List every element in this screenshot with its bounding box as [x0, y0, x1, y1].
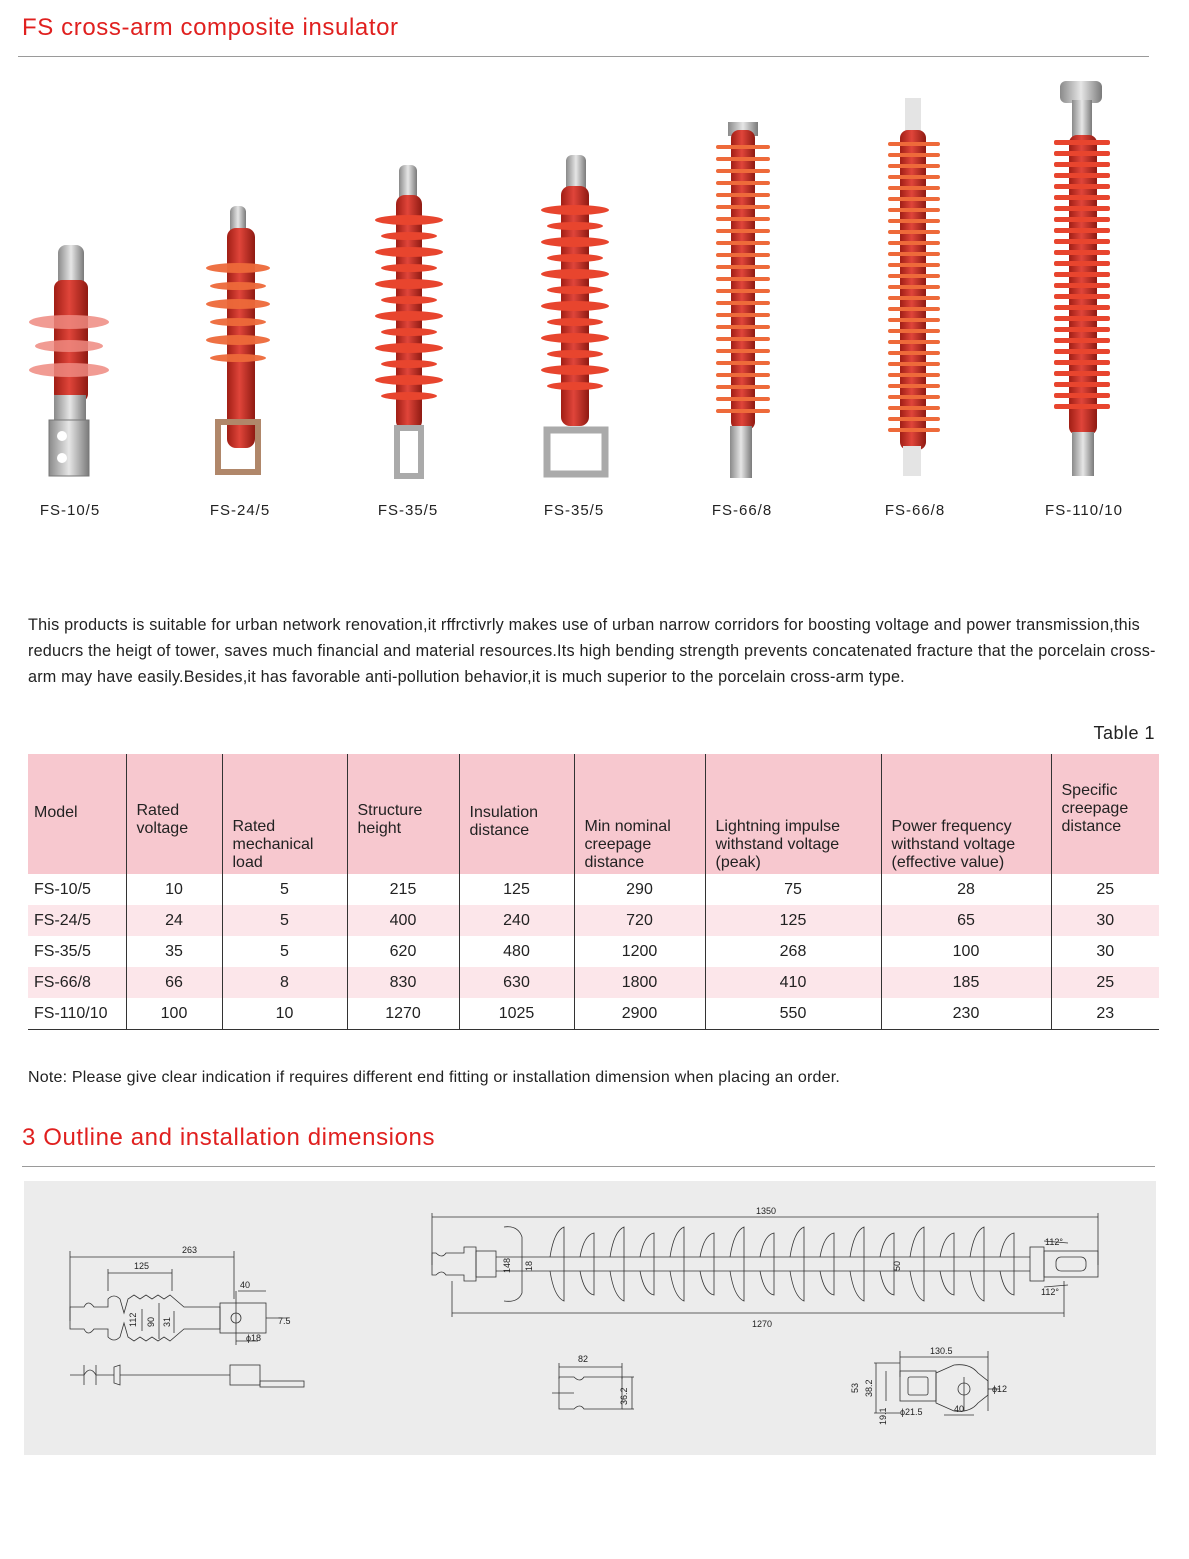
- table-header-row: [28, 754, 1159, 874]
- header-lightning: Lightning impulse withstand voltage (peak): [705, 754, 881, 874]
- cell: 125: [459, 874, 574, 905]
- order-note: Note: Please give clear indication if requires different end fitting or installation dimension when placing an order.: [28, 1069, 841, 1086]
- dim-1350: 1350: [756, 1206, 777, 1216]
- cell: 268: [705, 936, 881, 967]
- end-fitting-drawing-2: [874, 1351, 1000, 1415]
- insulator-fs-35-5b-image: [541, 155, 609, 474]
- dim-40: 40: [240, 1280, 251, 1290]
- cell: 8: [222, 967, 347, 998]
- cell: 400: [347, 905, 459, 936]
- cell: 230: [881, 998, 1051, 1030]
- insulator-fs-66-8b-image: [888, 98, 940, 476]
- insulator-photos: [0, 70, 1189, 490]
- spec-table: [28, 754, 1159, 1030]
- cell: 720: [574, 905, 705, 936]
- cell: FS-110/10: [34, 1004, 108, 1022]
- table-row: [28, 905, 1159, 936]
- cell: 620: [347, 936, 459, 967]
- cell: 100: [881, 936, 1051, 967]
- product-description: This products is suitable for urban network renovation,it rffrctivrly makes use of urban narrow corridors for boosting voltage and power transmission,this reducrs the heigt of tower, saves much financial and material resources.Its high bending strength prevents concatenated fracture that the porcelain cross-arm may have easily.Besides,it has favorable anti-pollution behavior,it is much superior to the porcelain cross-arm type.: [28, 616, 1156, 686]
- cell: 65: [881, 905, 1051, 936]
- dim-phi-21-5: ϕ21.5: [900, 1407, 923, 1417]
- model-label-3: FS-35/5: [377, 502, 439, 519]
- header-model: Model: [28, 754, 126, 874]
- cell: 100: [126, 998, 222, 1030]
- table-row: [28, 936, 1159, 967]
- cell: 1270: [347, 998, 459, 1030]
- model-label-6: FS-66/8: [884, 502, 946, 519]
- cell: 2900: [574, 998, 705, 1030]
- cell: 215: [347, 874, 459, 905]
- cell: 630: [459, 967, 574, 998]
- dim-40-end: 40: [954, 1404, 965, 1414]
- insulator-fs-110-10-image: [1054, 81, 1110, 476]
- cell: 1200: [574, 936, 705, 967]
- section-3-title: 3 Outline and installation dimensions: [22, 1124, 436, 1151]
- cell: 185: [881, 967, 1051, 998]
- table-row: [28, 998, 1159, 1030]
- dim-148: 148: [502, 1257, 512, 1273]
- dim-112: 112: [128, 1312, 138, 1327]
- insulator-fs-35-5-image: [375, 165, 443, 476]
- model-label-5: FS-66/8: [711, 502, 773, 519]
- header-rated-load: Rated mechanical load: [222, 754, 347, 874]
- cell: 66: [126, 967, 222, 998]
- dim-7-5: 7.5: [278, 1316, 291, 1326]
- cell: 30: [1051, 936, 1159, 967]
- dim-phi-18: ϕ18: [246, 1333, 262, 1343]
- cell: FS-35/5: [34, 942, 91, 960]
- model-label-2: FS-24/5: [209, 502, 271, 519]
- header-rated-voltage: Rated voltage: [126, 754, 222, 874]
- cell: 290: [574, 874, 705, 905]
- cell: 75: [705, 874, 881, 905]
- header-power-frequency: Power frequency withstand voltage (effective value): [881, 754, 1051, 874]
- dim-1270: 1270: [752, 1319, 773, 1329]
- cell: 410: [705, 967, 881, 998]
- model-label-4: FS-35/5: [543, 502, 605, 519]
- cell: 23: [1051, 998, 1159, 1030]
- dim-36-2: 36.2: [619, 1387, 629, 1405]
- insulator-fs-10-5-image: [29, 245, 109, 476]
- dim-phi-12: ϕ12: [992, 1384, 1008, 1394]
- cell: 5: [222, 874, 347, 905]
- dimension-drawings: [24, 1181, 1156, 1455]
- dim-18: 18: [524, 1260, 534, 1271]
- cell: 1800: [574, 967, 705, 998]
- dim-50: 50: [892, 1260, 902, 1271]
- header-specific-creepage: Specific creepage distance: [1051, 754, 1159, 874]
- large-insulator-sheds: [550, 1227, 1014, 1301]
- dim-130-5: 130.5: [930, 1346, 953, 1356]
- page-title: FS cross-arm composite insulator: [22, 14, 399, 41]
- insulator-fs-24-5-image: [206, 206, 270, 472]
- header-structure-height: Structure height: [347, 754, 459, 874]
- cell: 28: [881, 874, 1051, 905]
- cell: FS-66/8: [28, 967, 126, 998]
- dimension-drawings-panel: [24, 1181, 1156, 1455]
- dim-angle-top: 112°: [1045, 1237, 1063, 1247]
- dim-19-1: 19.1: [878, 1407, 888, 1425]
- dim-263: 263: [182, 1245, 198, 1255]
- cell: 5: [222, 905, 347, 936]
- cell: 25: [1051, 967, 1159, 998]
- header-insulation-distance: Insulation distance: [459, 754, 574, 874]
- cell: 30: [1051, 905, 1159, 936]
- cell: 550: [705, 998, 881, 1030]
- cell: 480: [459, 936, 574, 967]
- header-creepage: Min nominal creepage distance: [574, 754, 705, 874]
- dim-90: 90: [146, 1316, 156, 1327]
- cell: 35: [126, 936, 222, 967]
- dim-125: 125: [134, 1261, 150, 1271]
- model-label-7: FS-110/10: [1045, 502, 1123, 519]
- cell: FS-10/5: [34, 880, 91, 898]
- cell: 1025: [459, 998, 574, 1030]
- cell: 10: [126, 874, 222, 905]
- cell: 5: [222, 936, 347, 967]
- model-label-1: FS-10/5: [39, 502, 101, 519]
- cell: 24: [126, 905, 222, 936]
- cell: 10: [222, 998, 347, 1030]
- table-row: [28, 874, 1159, 905]
- dim-82: 82: [578, 1354, 589, 1364]
- dim-53: 53: [850, 1382, 860, 1393]
- section-3-rule: [22, 1166, 1155, 1167]
- cell: FS-24/5: [28, 905, 126, 936]
- dim-angle-bottom: 112°: [1041, 1287, 1059, 1297]
- dim-38-2: 38.2: [864, 1379, 874, 1397]
- cell: 25: [1051, 874, 1159, 905]
- table-row: [28, 967, 1159, 998]
- small-insulator-drawing: [70, 1251, 304, 1387]
- cell: 830: [347, 967, 459, 998]
- dim-31: 31: [162, 1316, 172, 1327]
- cell: 240: [459, 905, 574, 936]
- insulator-fs-66-8-image: [716, 122, 770, 478]
- cell: 125: [705, 905, 881, 936]
- title-rule: [18, 56, 1149, 57]
- table-caption: Table 1: [1093, 723, 1155, 743]
